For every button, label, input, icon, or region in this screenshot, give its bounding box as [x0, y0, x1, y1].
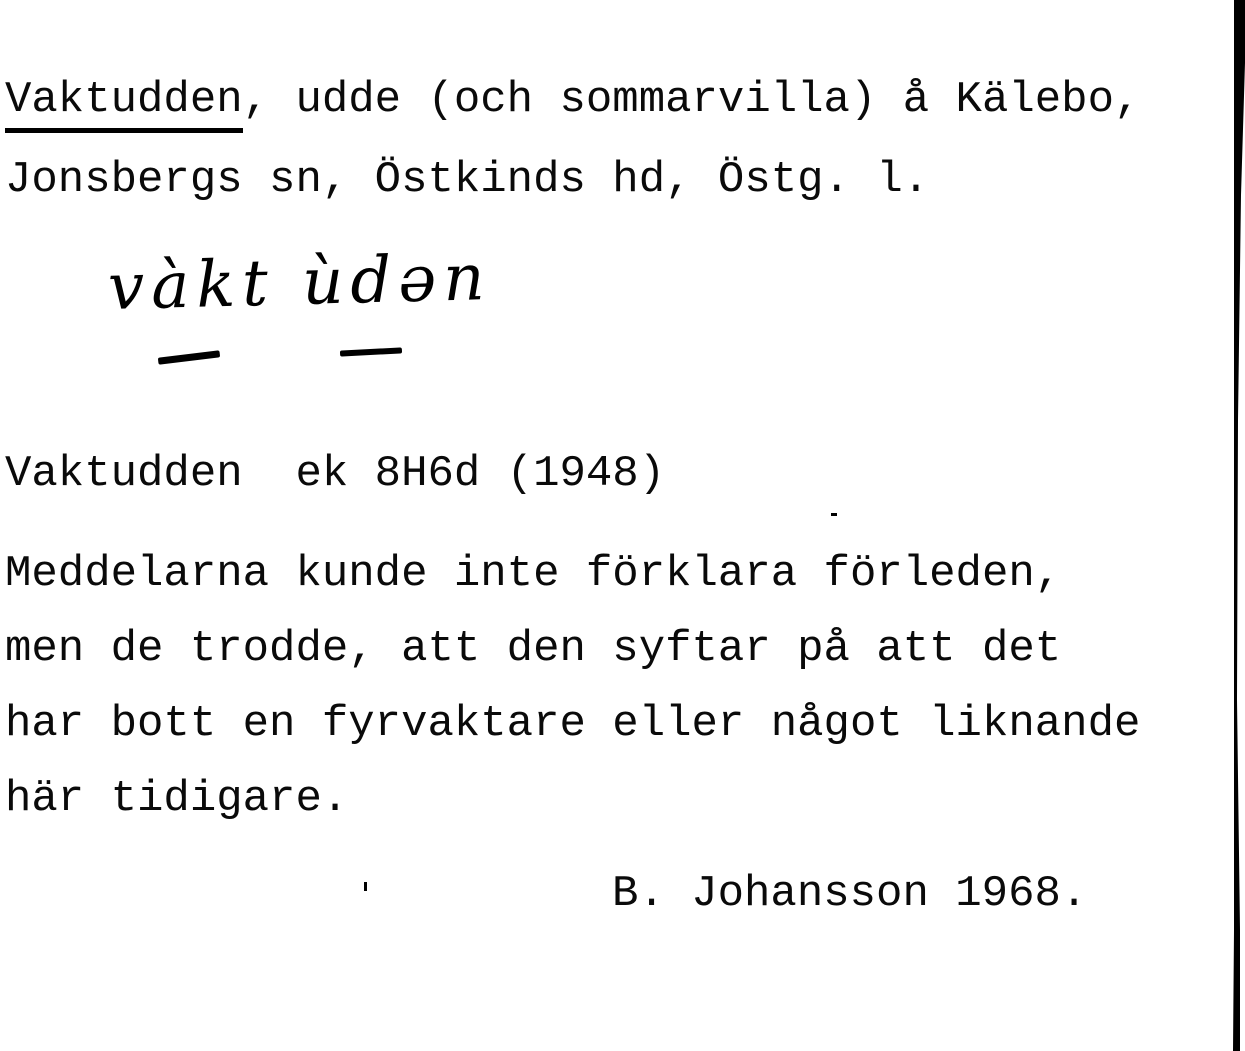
body-line: har bott en fyrvaktare eller något liknande: [5, 699, 1141, 749]
phonetic-transcription-handwriting: vàkt ùdən: [107, 240, 493, 326]
heading-line-1: [5, 74, 1140, 126]
body-line: men de trodde, att den syftar på att det: [5, 624, 1062, 674]
phonetic-underline-mark: [158, 350, 220, 365]
heading-line-1-rest: , udde (och sommarvilla) å Kälebo,: [242, 75, 1141, 125]
heading-line-2: Jonsbergs sn, Östkinds hd, Östg. l.: [5, 155, 930, 205]
headword-underlined: Vaktudden: [5, 75, 243, 133]
signature-line: B. Johansson 1968.: [612, 869, 1088, 919]
ink-speck: [831, 513, 837, 516]
ink-speck: [364, 882, 367, 891]
body-line: här tidigare.: [5, 774, 349, 824]
phonetic-underline-mark: [340, 347, 402, 356]
body-line: Meddelarna kunde inte förklara förleden,: [5, 549, 1062, 599]
reference-line: Vaktudden ek 8H6d (1948): [5, 449, 666, 499]
